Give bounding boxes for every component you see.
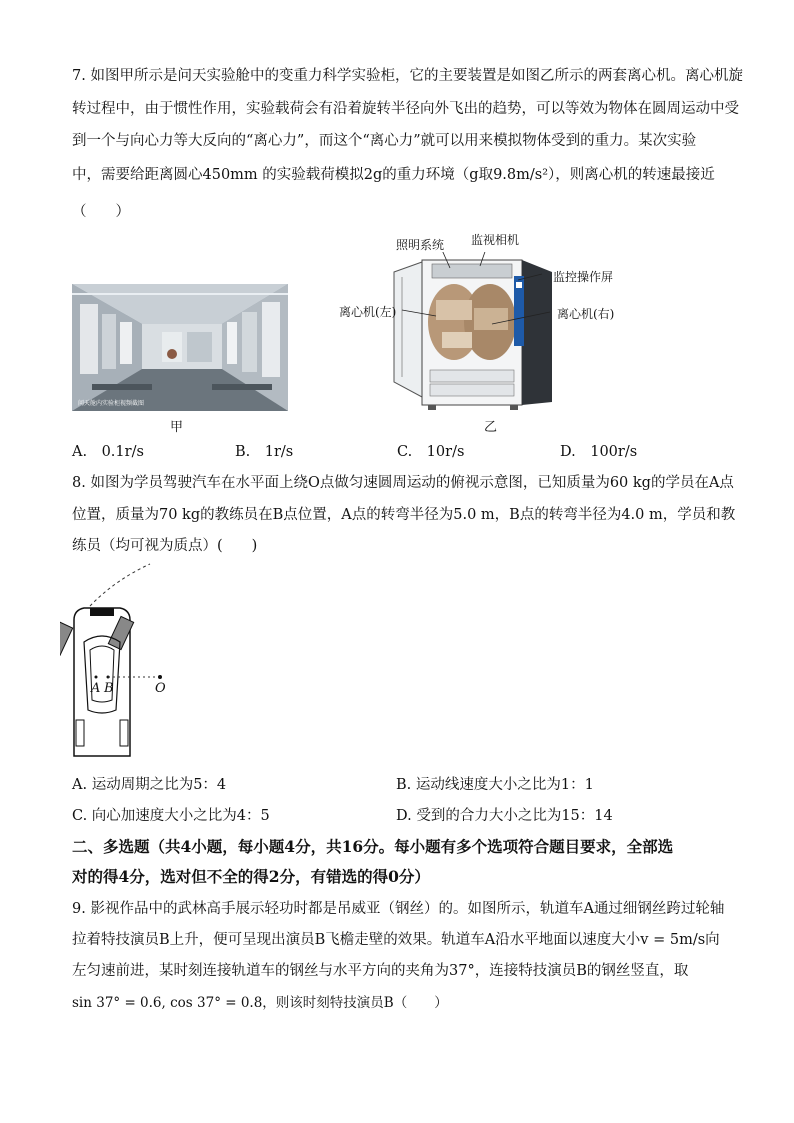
section-2-heading-line-2: 对的得4分，选对但不全的得2分，有错选的得0分） <box>72 867 430 886</box>
q7-option-b: B. 1r/s <box>235 444 294 460</box>
q9-line-3: 左匀速前进，某时刻连接轨道车的钢丝与水平方向的夹角为37°，连接特技演员B的钢丝竖直，取 <box>72 963 689 979</box>
q9-line-1: 9. 影视作品中的武林高手展示轻功时都是吊威亚（钢丝）的。如图所示，轨道车A通过细钢丝跨过轮轴 <box>72 901 725 917</box>
point-o-label: O <box>155 681 166 696</box>
figure-a-photo <box>72 284 288 411</box>
figure-car-topview <box>60 560 200 760</box>
point-b-label: B <box>104 681 114 696</box>
q7-option-a: A. 0.1r/s <box>72 444 144 460</box>
photo-watermark: 问天舱内实验柜视频截图 <box>78 400 145 407</box>
point-a-label: A <box>91 681 101 696</box>
q8-option-d: D. 受到的合力大小之比为15：14 <box>396 808 613 824</box>
q8-line-2: 位置，质量为70 kg的教练员在B点位置，A点的转弯半径为5.0 m，B点的转弯半径为4.0 m，学员和教 <box>72 507 736 523</box>
q7-line-3: 到一个与向心力等大反向的“离心力”，而这个“离心力”就可以用来模拟物体受到的重力。某次实验 <box>72 133 697 149</box>
figure-b-cabinet <box>392 252 557 412</box>
q7-line-2: 转过程中，由于惯性作用，实验载荷会有沿着旋转半径向外飞出的趋势，可以等效为物体在圆周运动中受 <box>72 101 739 117</box>
label-camera: 监视相机 <box>471 233 520 247</box>
section-2-heading-line-1: 二、多选题（共4小题，每小题4分，共16分。每小题有多个选项符合题目要求，全部选 <box>72 837 674 856</box>
label-centrifuge-right: 离心机(右) <box>557 307 615 321</box>
q9-line-4: sin 37° = 0.6, cos 37° = 0.8，则该时刻特技演员B（ ） <box>72 995 448 1011</box>
q9-line-2: 拉着特技演员B上升，便可呈现出演员B飞檐走壁的效果。轨道车A沿水平地面以速度大小v = 5m/s向 <box>72 932 720 948</box>
q8-line-1: 8. 如图为学员驾驶汽车在水平面上绕O点做匀速圆周运动的俯视示意图，已知质量为60 kg的学员在A点 <box>72 475 734 491</box>
label-screen: 监控操作屏 <box>553 270 614 284</box>
q8-option-c: C. 向心加速度大小之比为4：5 <box>72 808 270 824</box>
q7-line-1: 7. 如图甲所示是问天实验舱中的变重力科学实验柜，它的主要装置是如图乙所示的两套离心机。离心机旋 <box>72 68 743 84</box>
label-centrifuge-left: 离心机(左) <box>339 305 397 319</box>
figure-a-caption: 甲 <box>170 420 184 435</box>
label-lighting: 照明系统 <box>396 238 445 252</box>
q7-line-5: （ ） <box>72 204 130 220</box>
q7-option-c: C. 10r/s <box>397 444 465 460</box>
q7-option-d: D. 100r/s <box>560 444 638 460</box>
q8-option-b: B. 运动线速度大小之比为1：1 <box>396 777 594 793</box>
q8-line-3: 练员（均可视为质点）( ) <box>72 538 258 554</box>
figure-b-caption: 乙 <box>484 420 498 435</box>
q7-line-4: 中，需要给距离圆心450mm 的实验载荷模拟2g的重力环境（g取9.8m/s²），则离心机的转速最接近 <box>72 167 715 183</box>
q8-option-a: A. 运动周期之比为5：4 <box>72 777 227 793</box>
